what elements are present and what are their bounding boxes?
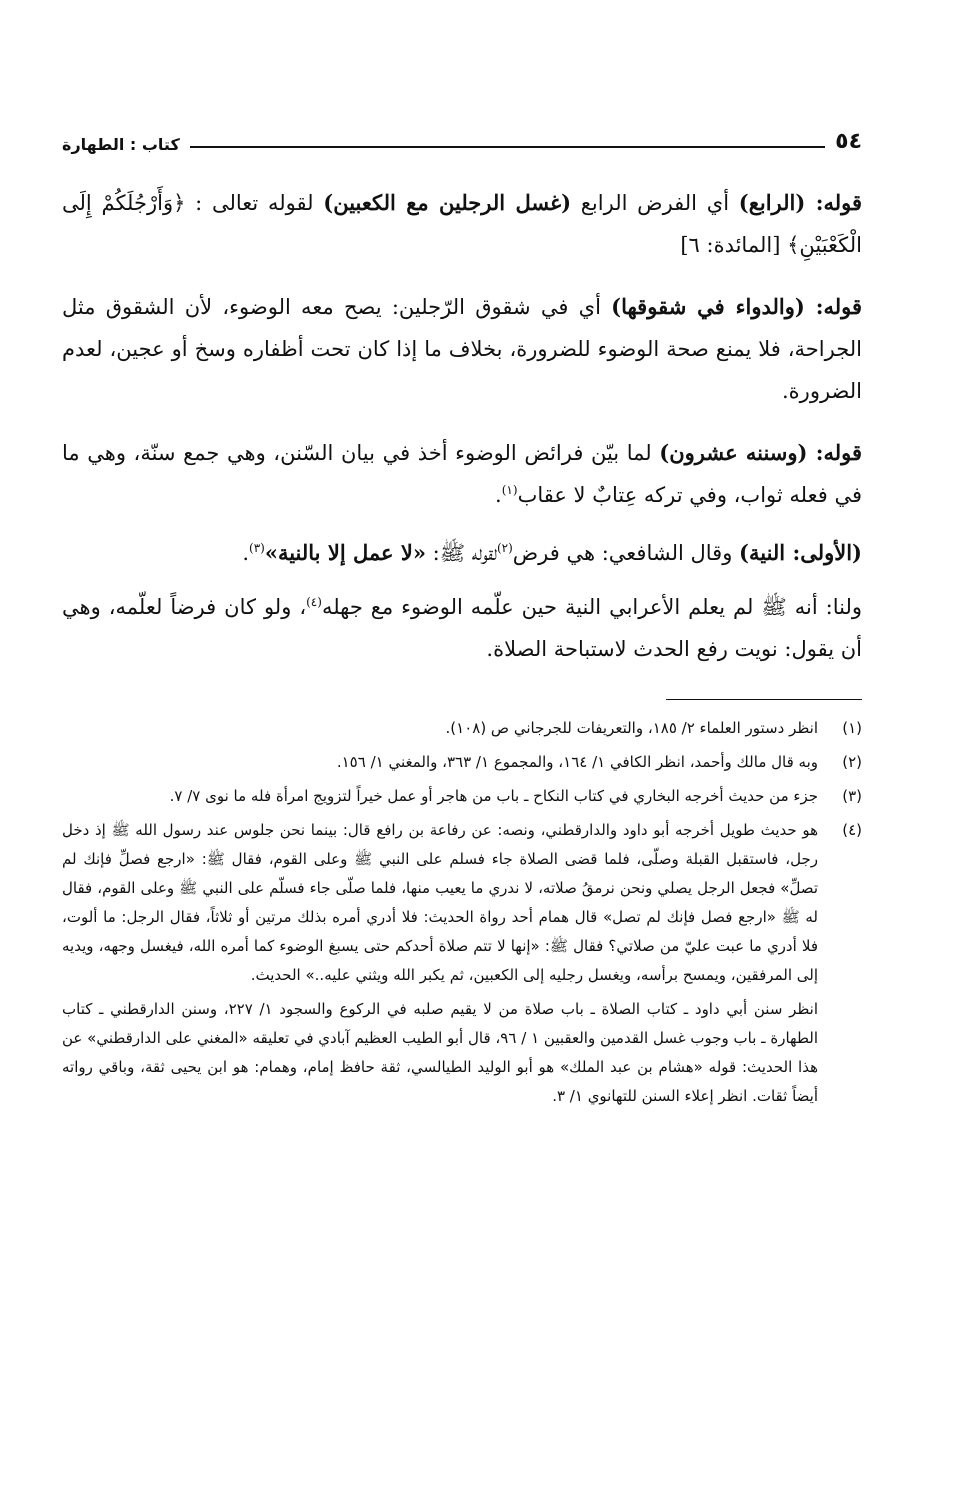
header-rule [190, 146, 825, 148]
footnote-4 [62, 816, 862, 990]
matn-quote: : (الرابع) [738, 190, 824, 215]
footnote-ref[interactable]: (١) [501, 483, 518, 497]
commentary-text: لقوله تعالى : ﴿وَأَرْجُلَكُمْ إِلَى الْكَعْبَيْنِ﴾ [المائدة: ٦] [62, 191, 862, 257]
footnote-text: انظر دستور العلماء ٢/ ١٨٥، والتعريفات للجرجاني ص (١٠٨). [445, 719, 818, 737]
paragraph-fourth-obligation [62, 182, 862, 266]
commentary-text: . [495, 483, 502, 507]
commentary-text: لما بيّن فرائض الوضوء أخذ في بيان السّنن، وهي جمع سنّة، وهي ما في فعله ثواب، وفي تركه عِتابٌ لا عقاب [62, 441, 862, 507]
footnote-source-text: انظر سنن أبي داود ـ كتاب الصلاة ـ باب صلاة من لا يقيم صلبه في الركوع والسجود ١/ ٢٢٧، وسنن الدارقطني ـ كتاب الطهارة ـ باب وجوب غسل القدمين والعقبين ١ / ٩٦، قال أبو الطيب العظيم آبادي في تعليقه «المغني على الدارقطني» عن هذا الحديث: قوله «هشام بن عبد الملك» هو أبو الوليد الطيالسي، ثقة حافظ إمام، وهمام: هو ابن يحيى ثقة، وباقي رواته أيضاً ثقات. انظر إعلاء السنن للتهانوي ١/ ٣. [62, 1000, 818, 1105]
matn-quote: (الأولى: النية) [739, 540, 862, 565]
footnote-2 [62, 748, 862, 777]
commentary-text: . [242, 541, 249, 565]
commentary-text: ، ولو كان فرضاً لعلّمه، وهي أن يقول: نويت رفع الحدث لاستباحة الصلاة. [62, 595, 862, 661]
page-number: ٥٤ [835, 129, 862, 154]
footnote-3 [62, 782, 862, 811]
lead-word: قوله [823, 190, 862, 215]
paragraph-twenty-sunnahs [62, 432, 862, 516]
footnote-number: (٢) [842, 753, 862, 771]
running-title: كتاب : الطهارة [62, 135, 180, 154]
lead-word: قوله [823, 294, 862, 319]
hadith-quote: «لا عمل إلا بالنية» [264, 540, 426, 565]
running-header [62, 118, 862, 154]
footnote-ref[interactable]: (٤) [306, 595, 322, 609]
paragraph-our-argument [62, 586, 862, 670]
footnote-number: (٤) [842, 821, 862, 839]
footnote-ref[interactable]: (٢) [496, 541, 513, 555]
footnote-text: جزء من حديث أخرجه البخاري في كتاب النكاح ـ باب من هاجر أو عمل خيراً لتزويج امرأة فله ما نوى ٧/ ٧. [169, 787, 818, 805]
footnote-number: (٣) [842, 787, 862, 805]
footnote-text: وبه قال مالك وأحمد، انظر الكافي ١/ ١٦٤، والمجموع ١/ ٣٦٣، والمغني ١/ ١٥٦. [336, 753, 818, 771]
commentary-text: وقال الشافعي: هي فرض [512, 541, 740, 565]
footnote-1 [62, 714, 862, 743]
footnote-number: (١) [842, 719, 862, 737]
footnotes [62, 714, 862, 1111]
paragraph-intention [62, 532, 862, 574]
commentary-text: أي في شقوق الرّجلين: يصح معه الوضوء، لأن الشقوق مثل الجراحة، فلا يمنع صحة الوضوء للضرورة، بخلاف ما إذا كان تحت أظفاره وسخ أو عجين، لعدم الضرورة. [62, 295, 862, 403]
lead-word: قوله [823, 440, 862, 465]
footnote-text: هو حديث طويل أخرجه أبو داود والدارقطني، ونصه: عن رفاعة بن رافع قال: بينما نحن جلوس عند رسول الله ﷺ إذ دخل رجل، فاستقبل القبلة وصلّى، فلما قضى الصلاة جاء فسلم على النبي ﷺ وعلى القوم، فقال ﷺ: «ارجع فصلِّ فإنك لم تصلِّ» فجعل الرجل يصلي ونحن نرمقُ صلاته، لا ندري ما يعيب منها، فلما صلّى جاء فسلّم على النبي ﷺ وعلى القوم، فقال له ﷺ «ارجع فصل فإنك لم تصل» قال همام أحد رواة الحديث: فلا أدري أمره بذلك مرتين أو ثلاثاً، فقال الرجل: ما ألوت، فلا أدري ما عبت عليّ من صلاتي؟ فقال ﷺ: «إنها لا تتم صلاة أحدكم حتى يسبغ الوضوء كما أمره الله، فيغسل وجهه، ويديه إلى المرفقين، ويمسح برأسه، ويغسل رجليه إلى الكعبين، ثم يكبر الله ويثني عليه..» الحديث. [62, 821, 818, 984]
footnote-ref[interactable]: (٣) [249, 541, 265, 555]
matn-quote: (غسل الرجلين مع الكعبين) [323, 190, 572, 215]
commentary-text: لقوله ﷺ: [425, 541, 497, 565]
commentary-text: أي الفرض الرابع [571, 191, 739, 215]
commentary-text: ولنا: أنه ﷺ لم يعلم الأعرابي النية حين علّمه الوضوء مع جهله [321, 595, 863, 619]
footnote-separator [666, 699, 862, 700]
book-page [62, 118, 863, 1105]
matn-quote: : (والدواء في شقوقها) [611, 294, 824, 319]
matn-quote: : (وسننه عشرون) [659, 440, 824, 465]
paragraph-medicine-in-cracks [62, 286, 862, 412]
